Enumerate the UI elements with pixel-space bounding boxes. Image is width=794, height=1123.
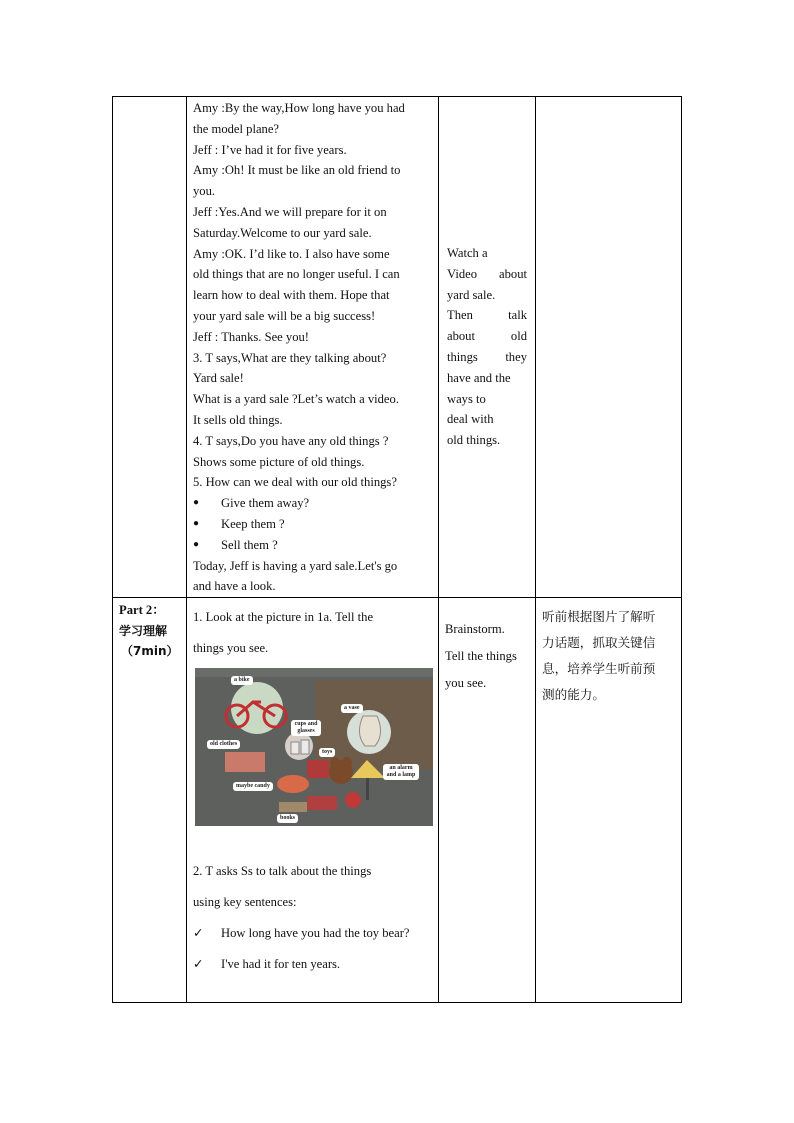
text-line: Saturday.Welcome to our yard sale. [193, 225, 372, 240]
label-vase: a vase [341, 704, 363, 713]
text-line: 息，培养学生听前预 [542, 661, 656, 677]
text-line: old things. [447, 433, 501, 448]
check-item: ✓ I've had it for ten years. [193, 949, 434, 980]
checkmark-icon: ✓ [193, 926, 204, 941]
text-line: learn how to deal with them. Hope that [193, 288, 390, 303]
text-line: deal with [447, 412, 494, 427]
purpose-text [536, 598, 681, 708]
text-line: Jeff :Yes.And we will prepare for it on [193, 204, 387, 219]
text-line: Video about [447, 266, 527, 281]
text-line: and have a look. [193, 579, 276, 594]
text-line: old things that are no longer useful. I can [193, 267, 400, 282]
text-line: about old [447, 329, 527, 344]
text-line: Yard sale! [193, 371, 244, 386]
bullet-text: Keep them ? [221, 516, 285, 531]
bullet-text: Give them away? [221, 496, 310, 511]
label-cups-glasses: cups and glasses [291, 720, 321, 736]
text-line: things they [447, 349, 527, 364]
text-line: the model plane? [193, 121, 280, 136]
part-title: Part 2： [119, 603, 165, 618]
step-1-text-cont: things you see. [193, 641, 269, 656]
label-candy: maybe candy [233, 782, 273, 791]
text-line: Amy :Oh! It must be like an old friend to [193, 163, 401, 178]
check-item: ✓ How long have you had the toy bear? [193, 918, 434, 949]
text-line: have and the [447, 370, 511, 385]
lesson-plan-table [112, 96, 682, 1003]
student-activities-cell [439, 97, 536, 598]
text-line: Amy :OK. I’d like to. I also have some [193, 246, 390, 261]
bullet-icon: ● [193, 538, 200, 550]
text-line: 4. T says,Do you have any old things ? [193, 433, 389, 448]
text-line: Jeff : I’ve had it for five years. [193, 142, 347, 157]
text-line: Amy :By the way,How long have you had [193, 101, 405, 115]
label-old-clothes: old clothes [207, 740, 240, 749]
bullet-item [193, 514, 433, 535]
text-line: your yard sale will be a big success! [193, 308, 376, 323]
student-activity-text [439, 598, 535, 697]
text-line: yard sale. [447, 287, 496, 302]
table-row [113, 598, 682, 1003]
text-line: Jeff : Thanks. See you! [193, 329, 310, 344]
bullet-icon: ● [193, 517, 200, 529]
bullet-item [193, 535, 433, 556]
label-books: books [277, 814, 298, 823]
text-line: 力话题，抓取关键信 [542, 635, 656, 651]
purpose-cell [536, 598, 682, 1003]
text-line: ways to [447, 391, 486, 406]
yard-sale-picture [195, 668, 433, 826]
text-line: 3. T says,What are they talking about? [193, 350, 387, 365]
teaching-activities-cell [187, 97, 439, 598]
student-activities-cell [439, 598, 536, 1003]
text-line: Today, Jeff is having a yard sale.Let's go [193, 558, 398, 573]
step-1-text: 1. Look at the picture in 1a. Tell the [193, 610, 374, 625]
purpose-cell-empty [536, 97, 682, 598]
label-bike: a bike [231, 676, 253, 685]
text-line: Shows some picture of old things. [193, 454, 365, 469]
dialogue-text [187, 97, 438, 597]
bullet-text: Sell them ? [221, 537, 278, 552]
step-2-text-cont: using key sentences: [193, 895, 297, 910]
part-cell-empty [113, 97, 187, 598]
text-line: What is a yard sale ?Let’s watch a video. [193, 392, 399, 407]
part-name: 学习理解 [119, 623, 168, 638]
text-line: Then talk [447, 308, 527, 323]
student-activity-text [439, 97, 535, 451]
bullet-icon: ● [193, 497, 200, 509]
table-row [113, 97, 682, 598]
part-time: （7min） [121, 644, 179, 659]
text-line: Tell the things [445, 649, 517, 664]
label-toys: toys [319, 748, 335, 757]
part-cell [113, 598, 187, 1003]
text-line: 测的能力。 [542, 687, 605, 703]
label-alarm-lamp: an alarm and a lamp [383, 764, 419, 780]
text-line: Brainstorm. [445, 622, 505, 637]
text-line: you see. [445, 676, 487, 691]
teaching-activities-cell [187, 598, 439, 1003]
bullet-item [193, 493, 433, 514]
text-line: Watch a [447, 246, 488, 260]
text-line: It sells old things. [193, 412, 283, 427]
text-line: 听前根据图片了解听 [542, 609, 656, 625]
checkmark-icon: ✓ [193, 957, 204, 972]
step-2-text: 2. T asks Ss to talk about the things [193, 864, 372, 879]
text-line: you. [193, 184, 216, 199]
text-line: 5. How can we deal with our old things? [193, 475, 397, 490]
